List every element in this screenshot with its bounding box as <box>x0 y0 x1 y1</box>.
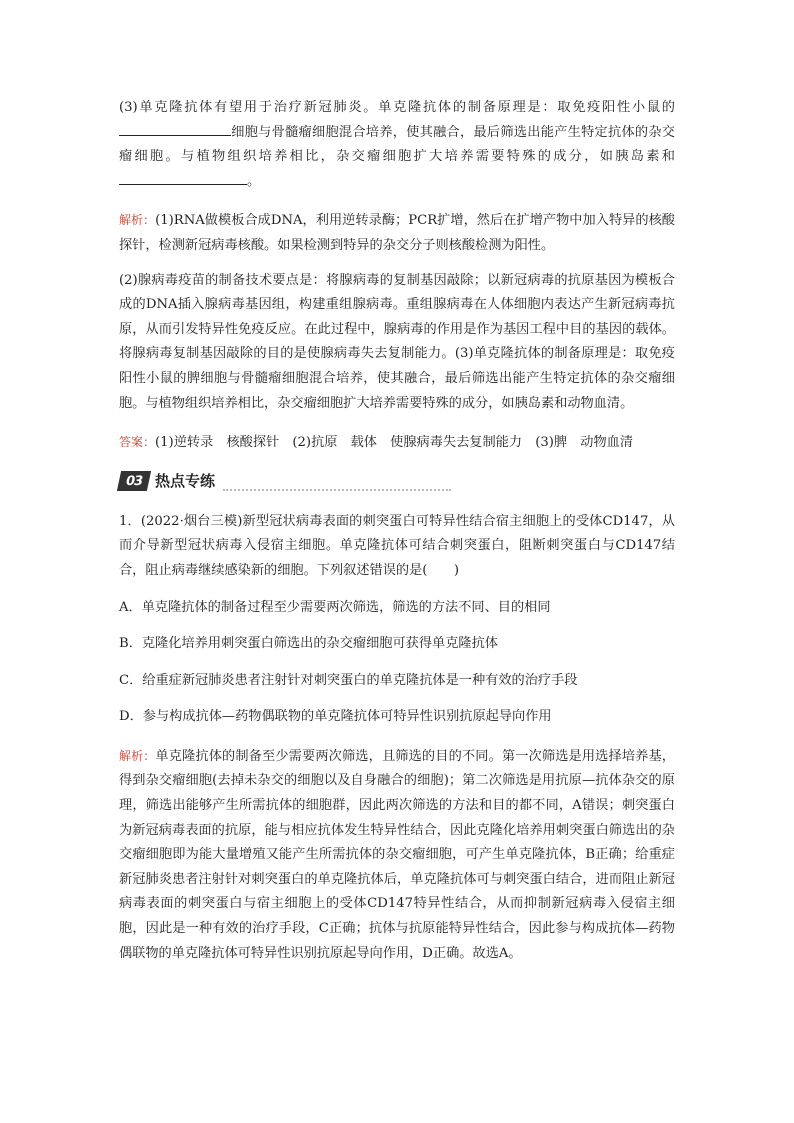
option-d: D．参与构成抗体—药物偶联物的单克隆抗体可特异性识别抗原起导向作用 <box>119 709 552 725</box>
answer-text: (1)逆转录 核酸探针 (2)抗原 载体 使腺病毒失去复制能力 (3)脾 动物血清 <box>155 435 634 451</box>
question-3-seg1: (3)单克隆抗体有望用于治疗新冠肺炎。单克隆抗体的制备原理是：取免疫阳性小鼠的 <box>119 100 675 115</box>
section-number-icon <box>117 471 151 491</box>
answer-blank[interactable] <box>119 121 231 136</box>
question-3-text <box>119 96 675 194</box>
analysis-paragraph <box>119 744 675 966</box>
option-c: C．给重症新冠肺炎患者注射针对刺突蛋白的单克隆抗体是一种有效的治疗手段 <box>119 672 578 688</box>
analysis-label: 解析： <box>119 748 156 763</box>
question-3-seg2: 细胞与骨髓瘤细胞混合培养，使其融合，最后筛选出能产生特定抗体的杂交瘤细胞。与植物组织培养相比，杂交瘤细胞扩大培养需要特殊的成分，如胰岛素和 <box>119 124 675 165</box>
answer-label: 答案： <box>119 435 156 450</box>
section-title: 热点专练 <box>155 472 216 491</box>
answer-line <box>119 430 675 456</box>
answer-blank[interactable] <box>119 170 247 185</box>
section-divider <box>223 489 451 491</box>
section-header <box>119 468 675 494</box>
analysis-paragraph <box>119 208 675 258</box>
analysis-text: (1)RNA做模板合成DNA，利用逆转录酶；PCR扩增，然后在扩增产物中加入特异的核酸探针，检测新冠病毒核酸。如果检测到特异的杂交分子则核酸检测为阳性。 <box>119 213 675 253</box>
document-page <box>119 0 675 966</box>
option-a: A．单克隆抗体的制备过程至少需要两次筛选，筛选的方法不同、目的相同 <box>119 599 551 615</box>
analysis-label: 解析： <box>119 213 156 228</box>
analysis-paragraph: (2)腺病毒疫苗的制备技术要点是：将腺病毒的复制基因敲除；以新冠病毒的抗原基因为模板合成的DNA插入腺病毒基因组，构建重组腺病毒。重组腺病毒在人体细胞内表达产生新冠病毒抗原，从而引发特异性免疫反应。在此过程中，腺病毒的作用是作为基因工程中目的基因的载体。将腺病毒复制基因敲除的目的是使腺病毒失去复制能力。(3)单克隆抗体的制备原理是：取免疫阳性小鼠的脾细胞与骨髓瘤细胞混合培养，使其融合，最后筛选出能产生特定抗体的杂交瘤细胞。与植物组织培养相比，杂交瘤细胞扩大培养需要特殊的成分，如胰岛素和动物血清。 <box>119 272 675 411</box>
option-b: B．克隆化培养用刺突蛋白筛选出的杂交瘤细胞可获得单克隆抗体 <box>119 636 498 652</box>
question-3-seg3: 。 <box>247 173 261 189</box>
section-number: 03 <box>124 473 144 489</box>
analysis-text: 单克隆抗体的制备至少需要两次筛选，且筛选的目的不同。第一次筛选是用选择培养基，得到杂交瘤细胞(去掉未杂交的细胞以及自身融合的细胞)；第二次筛选是用抗原—抗体杂交的原理，筛选出能够产生所需抗体的细胞群，因此两次筛选的方法和目的都不同，A错误；刺突蛋白为新冠病毒表面的抗原，能与相应抗体发生特异性结合，因此克隆化培养用刺突蛋白筛选出的杂交瘤细胞即为能大量增殖又能产生所需抗体的杂交瘤细胞，可产生单克隆抗体，B正确；给重症新冠肺炎患者注射针对刺突蛋白的单克隆抗体后，单克隆抗体可与刺突蛋白结合，进而阻止新冠病毒表面的刺突蛋白与宿主细胞上的受体CD147特异性结合，从而抑制新冠病毒入侵宿主细胞，因此是一种有效的治疗手段，C正确；抗体与抗原能特异性结合，因此参与构成抗体—药物偶联物的单克隆抗体可特异性识别抗原起导向作用，D正确。故选A。 <box>119 748 675 961</box>
question-1-stem: 1．(2022·烟台三模)新型冠状病毒表面的刺突蛋白可特异性结合宿主细胞上的受体CD147，从而介导新型冠状病毒入侵宿主细胞。单克隆抗体可结合刺突蛋白，阻断刺突蛋白与CD147结合，阻止病毒继续感染新的细胞。下列叙述错误的是( ) <box>119 513 675 578</box>
